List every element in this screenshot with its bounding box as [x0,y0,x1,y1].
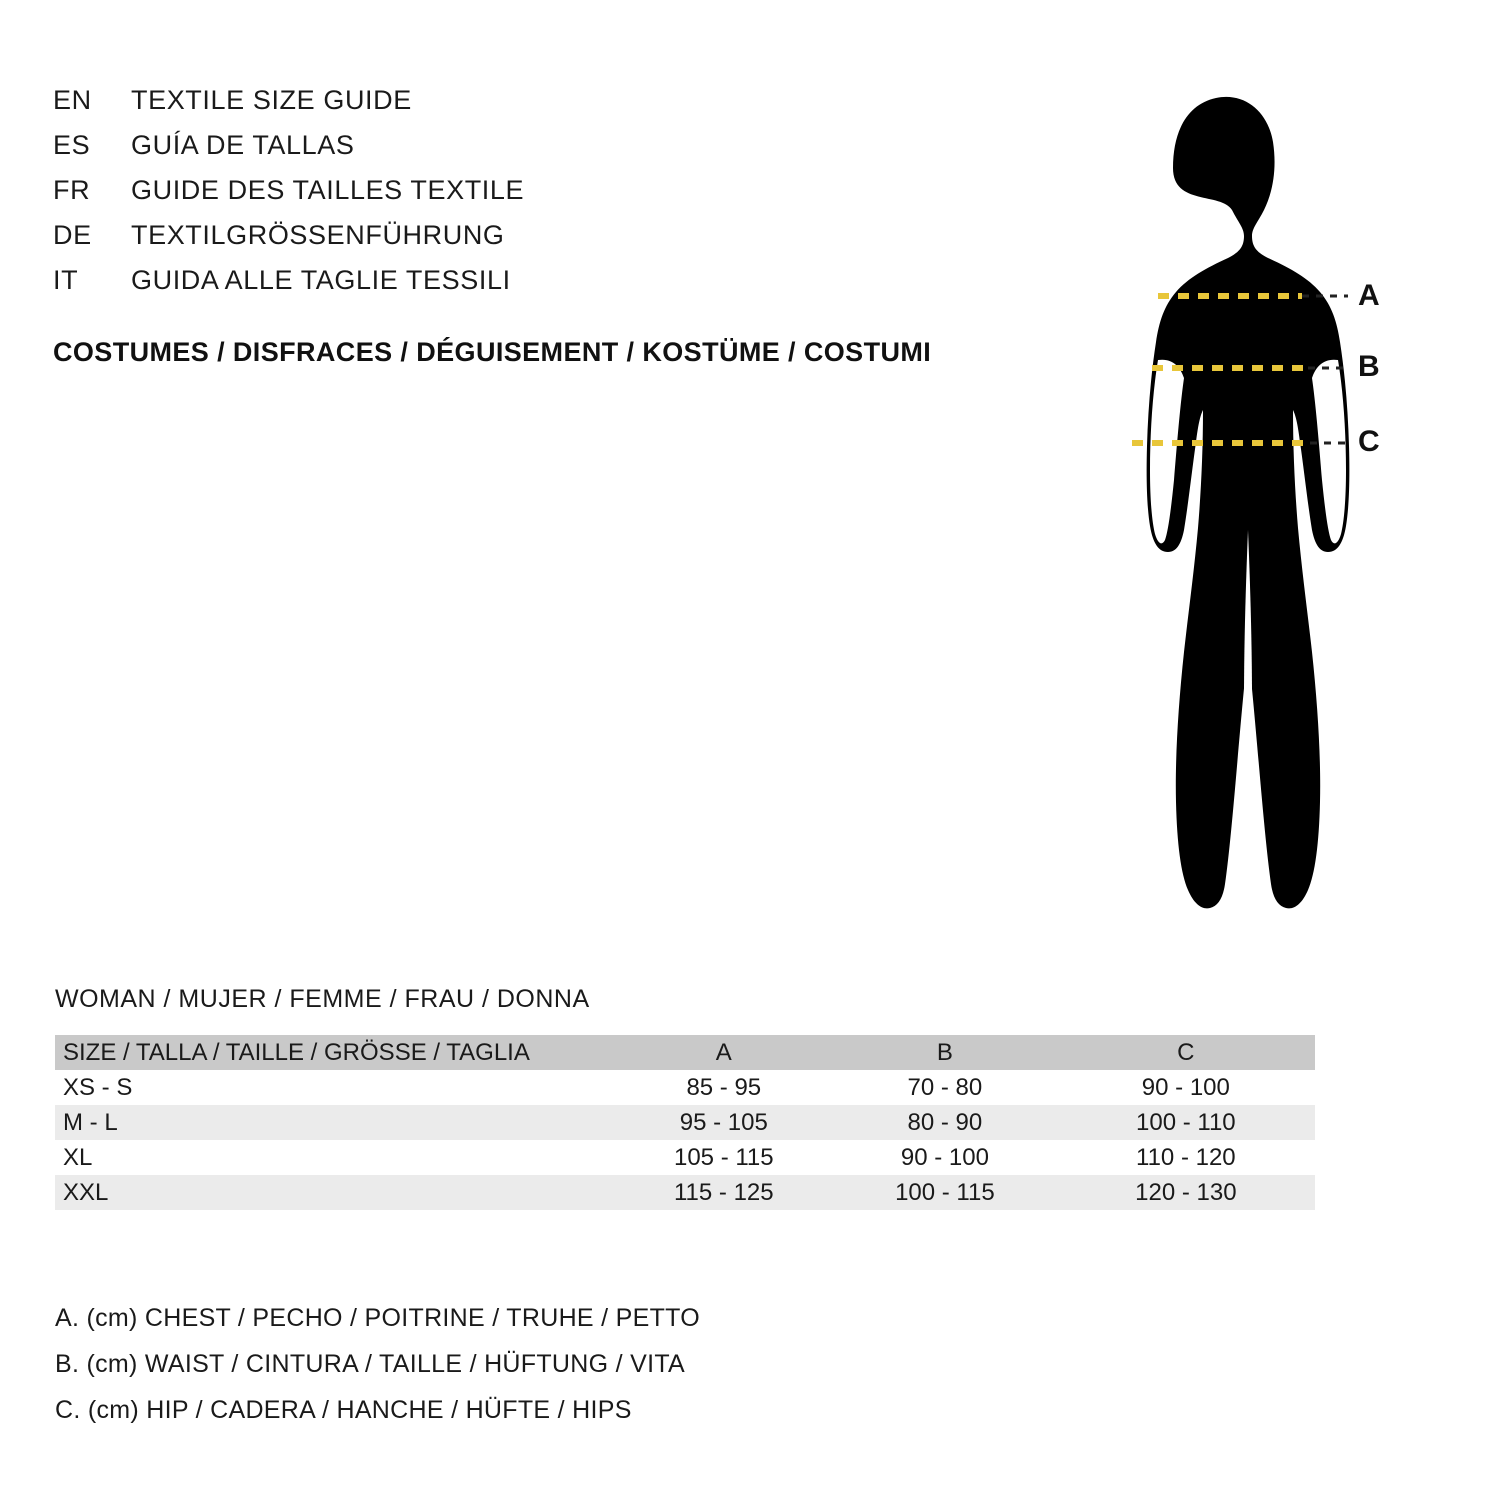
cell-c: 110 - 120 [1057,1140,1315,1175]
language-text-it: GUIDA ALLE TAGLIE TESSILI [131,265,511,295]
measure-label-c: C [1358,425,1380,458]
language-row-en [53,78,673,123]
language-row-it [53,258,673,303]
table-header-a: A [615,1035,834,1070]
table-title: WOMAN / MUJER / FEMME / FRAU / DONNA [55,985,590,1013]
table-row [55,1140,1315,1175]
language-text-es: GUÍA DE TALLAS [131,130,355,160]
table-header-c: C [1057,1035,1315,1070]
measure-label-b: B [1358,350,1380,383]
language-code-fr: FR [53,175,91,205]
language-list [53,78,673,303]
cell-size: XXL [55,1175,615,1210]
female-silhouette-diagram [1040,60,1460,940]
cell-b: 90 - 100 [833,1140,1057,1175]
cell-a: 95 - 105 [615,1105,834,1140]
language-row-es [53,123,673,168]
cell-size: XS - S [55,1070,615,1105]
table-row [55,1070,1315,1105]
legend-line-c: C. (cm) HIP / CADERA / HANCHE / HÜFTE / HIPS [55,1396,632,1424]
cell-a: 105 - 115 [615,1140,834,1175]
legend-line-a: A. (cm) CHEST / PECHO / POITRINE / TRUHE / PETTO [55,1304,701,1332]
legend-line-b: B. (cm) WAIST / CINTURA / TAILLE / HÜFTUNG / VITA [55,1350,686,1378]
costumes-heading: COSTUMES / DISFRACES / DÉGUISEMENT / KOSTÜME / COSTUMI [53,337,932,367]
cell-c: 90 - 100 [1057,1070,1315,1105]
language-code-de: DE [53,220,92,250]
cell-size: M - L [55,1105,615,1140]
cell-b: 80 - 90 [833,1105,1057,1140]
language-code-en: EN [53,85,92,115]
cell-a: 115 - 125 [615,1175,834,1210]
silhouette-icon [1040,60,1460,940]
language-row-fr [53,168,673,213]
cell-b: 100 - 115 [833,1175,1057,1210]
language-text-de: TEXTILGRÖSSENFÜHRUNG [131,220,505,250]
measurement-legend [55,1295,700,1433]
size-table [55,1035,1315,1210]
language-text-en: TEXTILE SIZE GUIDE [131,85,412,115]
table-row [55,1175,1315,1210]
language-code-it: IT [53,265,79,295]
cell-c: 100 - 110 [1057,1105,1315,1140]
language-row-de [53,213,673,258]
cell-b: 70 - 80 [833,1070,1057,1105]
measure-label-a: A [1358,279,1380,312]
language-text-fr: GUIDE DES TAILLES TEXTILE [131,175,525,205]
language-code-es: ES [53,130,91,160]
cell-a: 85 - 95 [615,1070,834,1105]
table-header-b: B [833,1035,1057,1070]
table-header-size: SIZE / TALLA / TAILLE / GRÖSSE / TAGLIA [55,1035,615,1070]
cell-size: XL [55,1140,615,1175]
cell-c: 120 - 130 [1057,1175,1315,1210]
table-row [55,1105,1315,1140]
table-header-row [55,1035,1315,1070]
